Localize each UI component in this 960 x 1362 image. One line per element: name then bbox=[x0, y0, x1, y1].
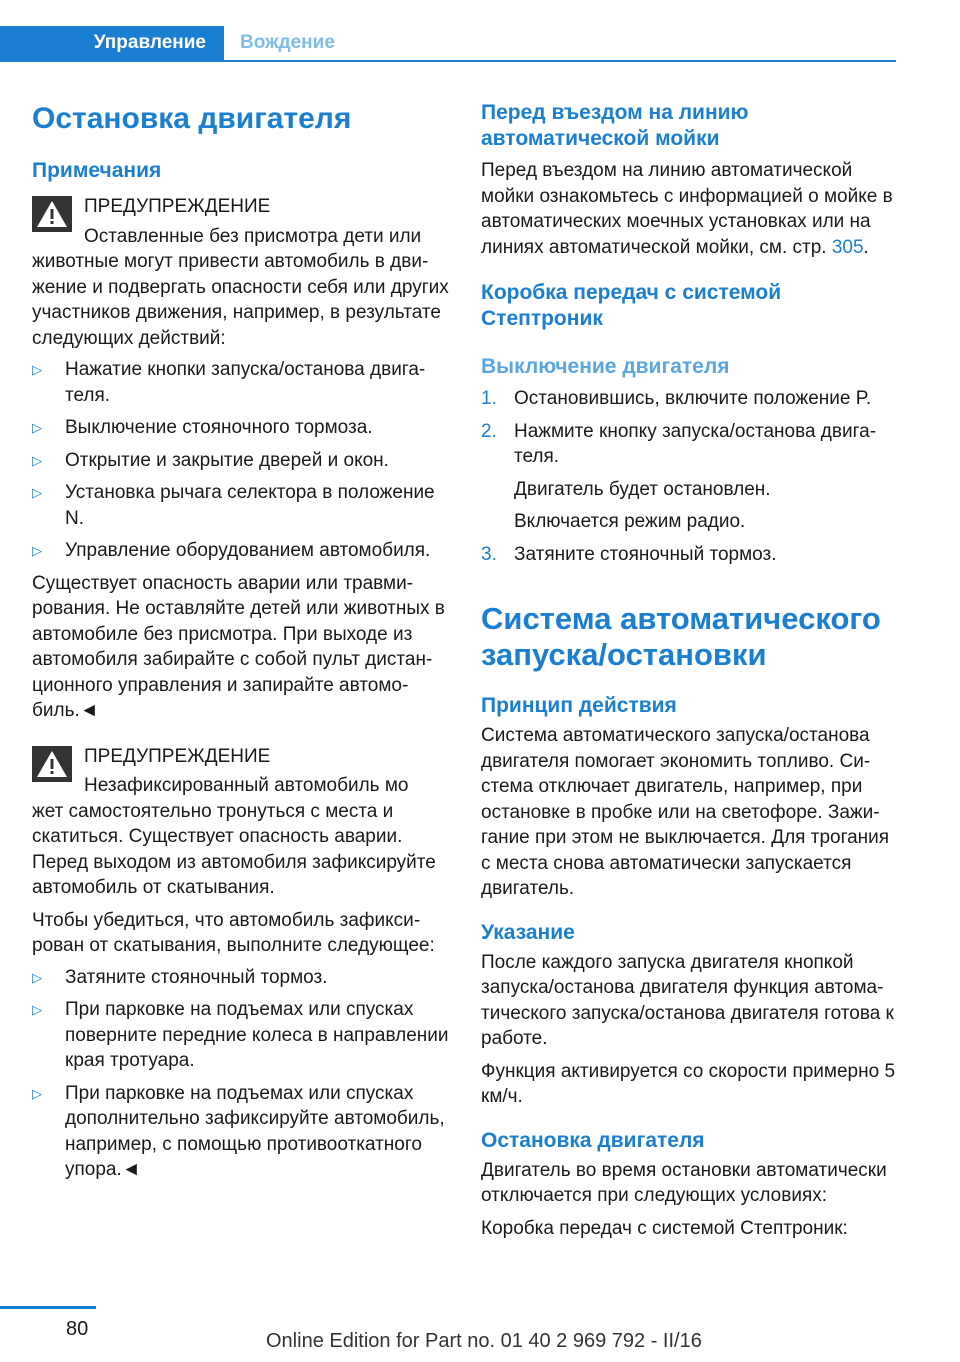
principle-text: Система автоматического запуска/останова двигателя помогает экономить топливо. Система отключает двигатель, например, при остановке в пробке или на светофоре. Зажигание при этом не выключается. Для трогания с места снова автоматически запускается двигатель. bbox=[481, 725, 890, 899]
warning-lead: Оставленные без присмотра дети или bbox=[84, 225, 422, 247]
carwash-heading: Перед въездом на линию автоматической мойки bbox=[481, 101, 749, 150]
list-item: ▷ При парковке на подъемах или спусках поверните передние колеса в направлении края тротуара. bbox=[32, 999, 449, 1071]
tab-control[interactable]: Управление bbox=[0, 26, 224, 60]
list-item: ▷ Управление оборудованием автомобиля. bbox=[32, 538, 450, 564]
note-text: После каждого запуска двигателя кнопкой запуска/останова двигателя функция автоматического запуска/останова двигателя готова к работе. bbox=[481, 951, 894, 1049]
warning-after: Существует опасность аварии или травмирования. Не оставляйте детей или животных в автомобиле без присмотра. При выходе из автомобиля забирайте с собой пульт дистанционного управления и запирайте автомобиль.◄ bbox=[32, 572, 445, 721]
triangle-bullet-icon: ▷ bbox=[32, 362, 42, 377]
warning-para: Чтобы убедиться, что автомобиль зафиксирован от скатывания, выполните следующее: bbox=[32, 909, 435, 956]
stop-heading: Остановка двигателя bbox=[481, 1128, 705, 1152]
page-link[interactable]: 305 bbox=[831, 236, 864, 258]
triangle-bullet-icon: ▷ bbox=[32, 485, 42, 500]
carwash-text: Перед въездом на линию автоматической мойки ознакомьтесь с информацией о мойке в автоматических моечных установках или на линиях автоматической мойки, см. стр. 305. bbox=[481, 160, 893, 258]
section-title: Остановка двигателя bbox=[32, 102, 352, 135]
warning-text: жет самостоятельно тронуться с места и скатиться. Существует опасность аварии. Перед выходом из автомобиля зафиксируйте автомобиль от скатывания. bbox=[32, 800, 436, 898]
triangle-bullet-icon: ▷ bbox=[32, 543, 42, 558]
warning-list bbox=[32, 357, 450, 564]
warning-list bbox=[32, 965, 450, 1183]
steptronic-heading: Коробка передач с системой Стептроник bbox=[481, 281, 782, 330]
triangle-bullet-icon: ▷ bbox=[32, 420, 42, 435]
notes-heading: Примечания bbox=[32, 159, 162, 182]
header-tabs bbox=[0, 26, 896, 62]
warning-icon bbox=[32, 196, 72, 232]
warning-label: ПРЕДУПРЕЖДЕНИЕ bbox=[84, 196, 271, 217]
right-column bbox=[481, 100, 899, 1241]
note-heading: Указание bbox=[481, 920, 575, 944]
list-item: 2. Нажмите кнопку запуска/останова двигателя. Двигатель будет остановлен. Включается режим радио. bbox=[481, 419, 899, 535]
engine-off-heading: Выключение двигателя bbox=[481, 355, 730, 378]
stop-text: Коробка передач с системой Стептроник: bbox=[481, 1217, 848, 1239]
warning-text: животные могут привести автомобиль в движение и подвергать опасности себя или других участников движения, например, в результате следующих действий: bbox=[32, 251, 449, 349]
stop-text: Двигатель во время остановки автоматически отключается при следующих условиях: bbox=[481, 1159, 887, 1206]
principle-heading: Принцип действия bbox=[481, 694, 677, 717]
page-number: 80 bbox=[66, 1318, 89, 1340]
triangle-bullet-icon: ▷ bbox=[32, 1085, 42, 1101]
footer-divider bbox=[0, 1306, 96, 1309]
warning-block-1 bbox=[32, 194, 450, 724]
warning-lead: Незафиксированный автомобиль мо bbox=[84, 775, 409, 796]
list-item: ▷ Нажатие кнопки запуска/останова двигателя. bbox=[32, 359, 426, 406]
step-note: Двигатель будет остановлен. bbox=[514, 478, 771, 500]
warning-label: ПРЕДУПРЕЖДЕНИЕ bbox=[84, 745, 271, 767]
list-item: 3. Затяните стояночный тормоз. bbox=[481, 543, 777, 565]
list-item: 1. Остановившись, включите положение P. bbox=[481, 388, 872, 409]
list-item: ▷ Затяните стояночный тормоз. bbox=[32, 965, 450, 991]
left-column bbox=[32, 100, 450, 1183]
online-edition: Online Edition for Part no. 01 40 2 969 792 - II/16 bbox=[266, 1330, 702, 1352]
list-item: ▷ Открытие и закрытие дверей и окон. bbox=[32, 448, 450, 474]
list-item: ▷ Выключение стояночного тормоза. bbox=[32, 415, 450, 441]
warning-block-2 bbox=[32, 744, 450, 1183]
note-text: Функция активируется со скорости примерно 5 км/ч. bbox=[481, 1060, 896, 1107]
header-divider bbox=[0, 60, 896, 62]
list-item: ▷ Установка рычага селектора в положение N. bbox=[32, 482, 435, 529]
triangle-bullet-icon: ▷ bbox=[32, 452, 42, 468]
triangle-bullet-icon: ▷ bbox=[32, 1002, 42, 1017]
steps-list bbox=[481, 386, 899, 567]
autostart-heading: Система автоматического запуска/остановки bbox=[481, 601, 881, 672]
tab-driving[interactable]: Вождение bbox=[240, 32, 335, 53]
step-note: Включается режим радио. bbox=[514, 511, 746, 532]
list-item: ▷ При парковке на подъемах или спусках дополнительно зафиксируйте автомобиль, например, с помощью противооткатного упора.◄ bbox=[32, 1082, 445, 1180]
triangle-bullet-icon: ▷ bbox=[32, 969, 42, 985]
warning-icon bbox=[32, 746, 72, 782]
